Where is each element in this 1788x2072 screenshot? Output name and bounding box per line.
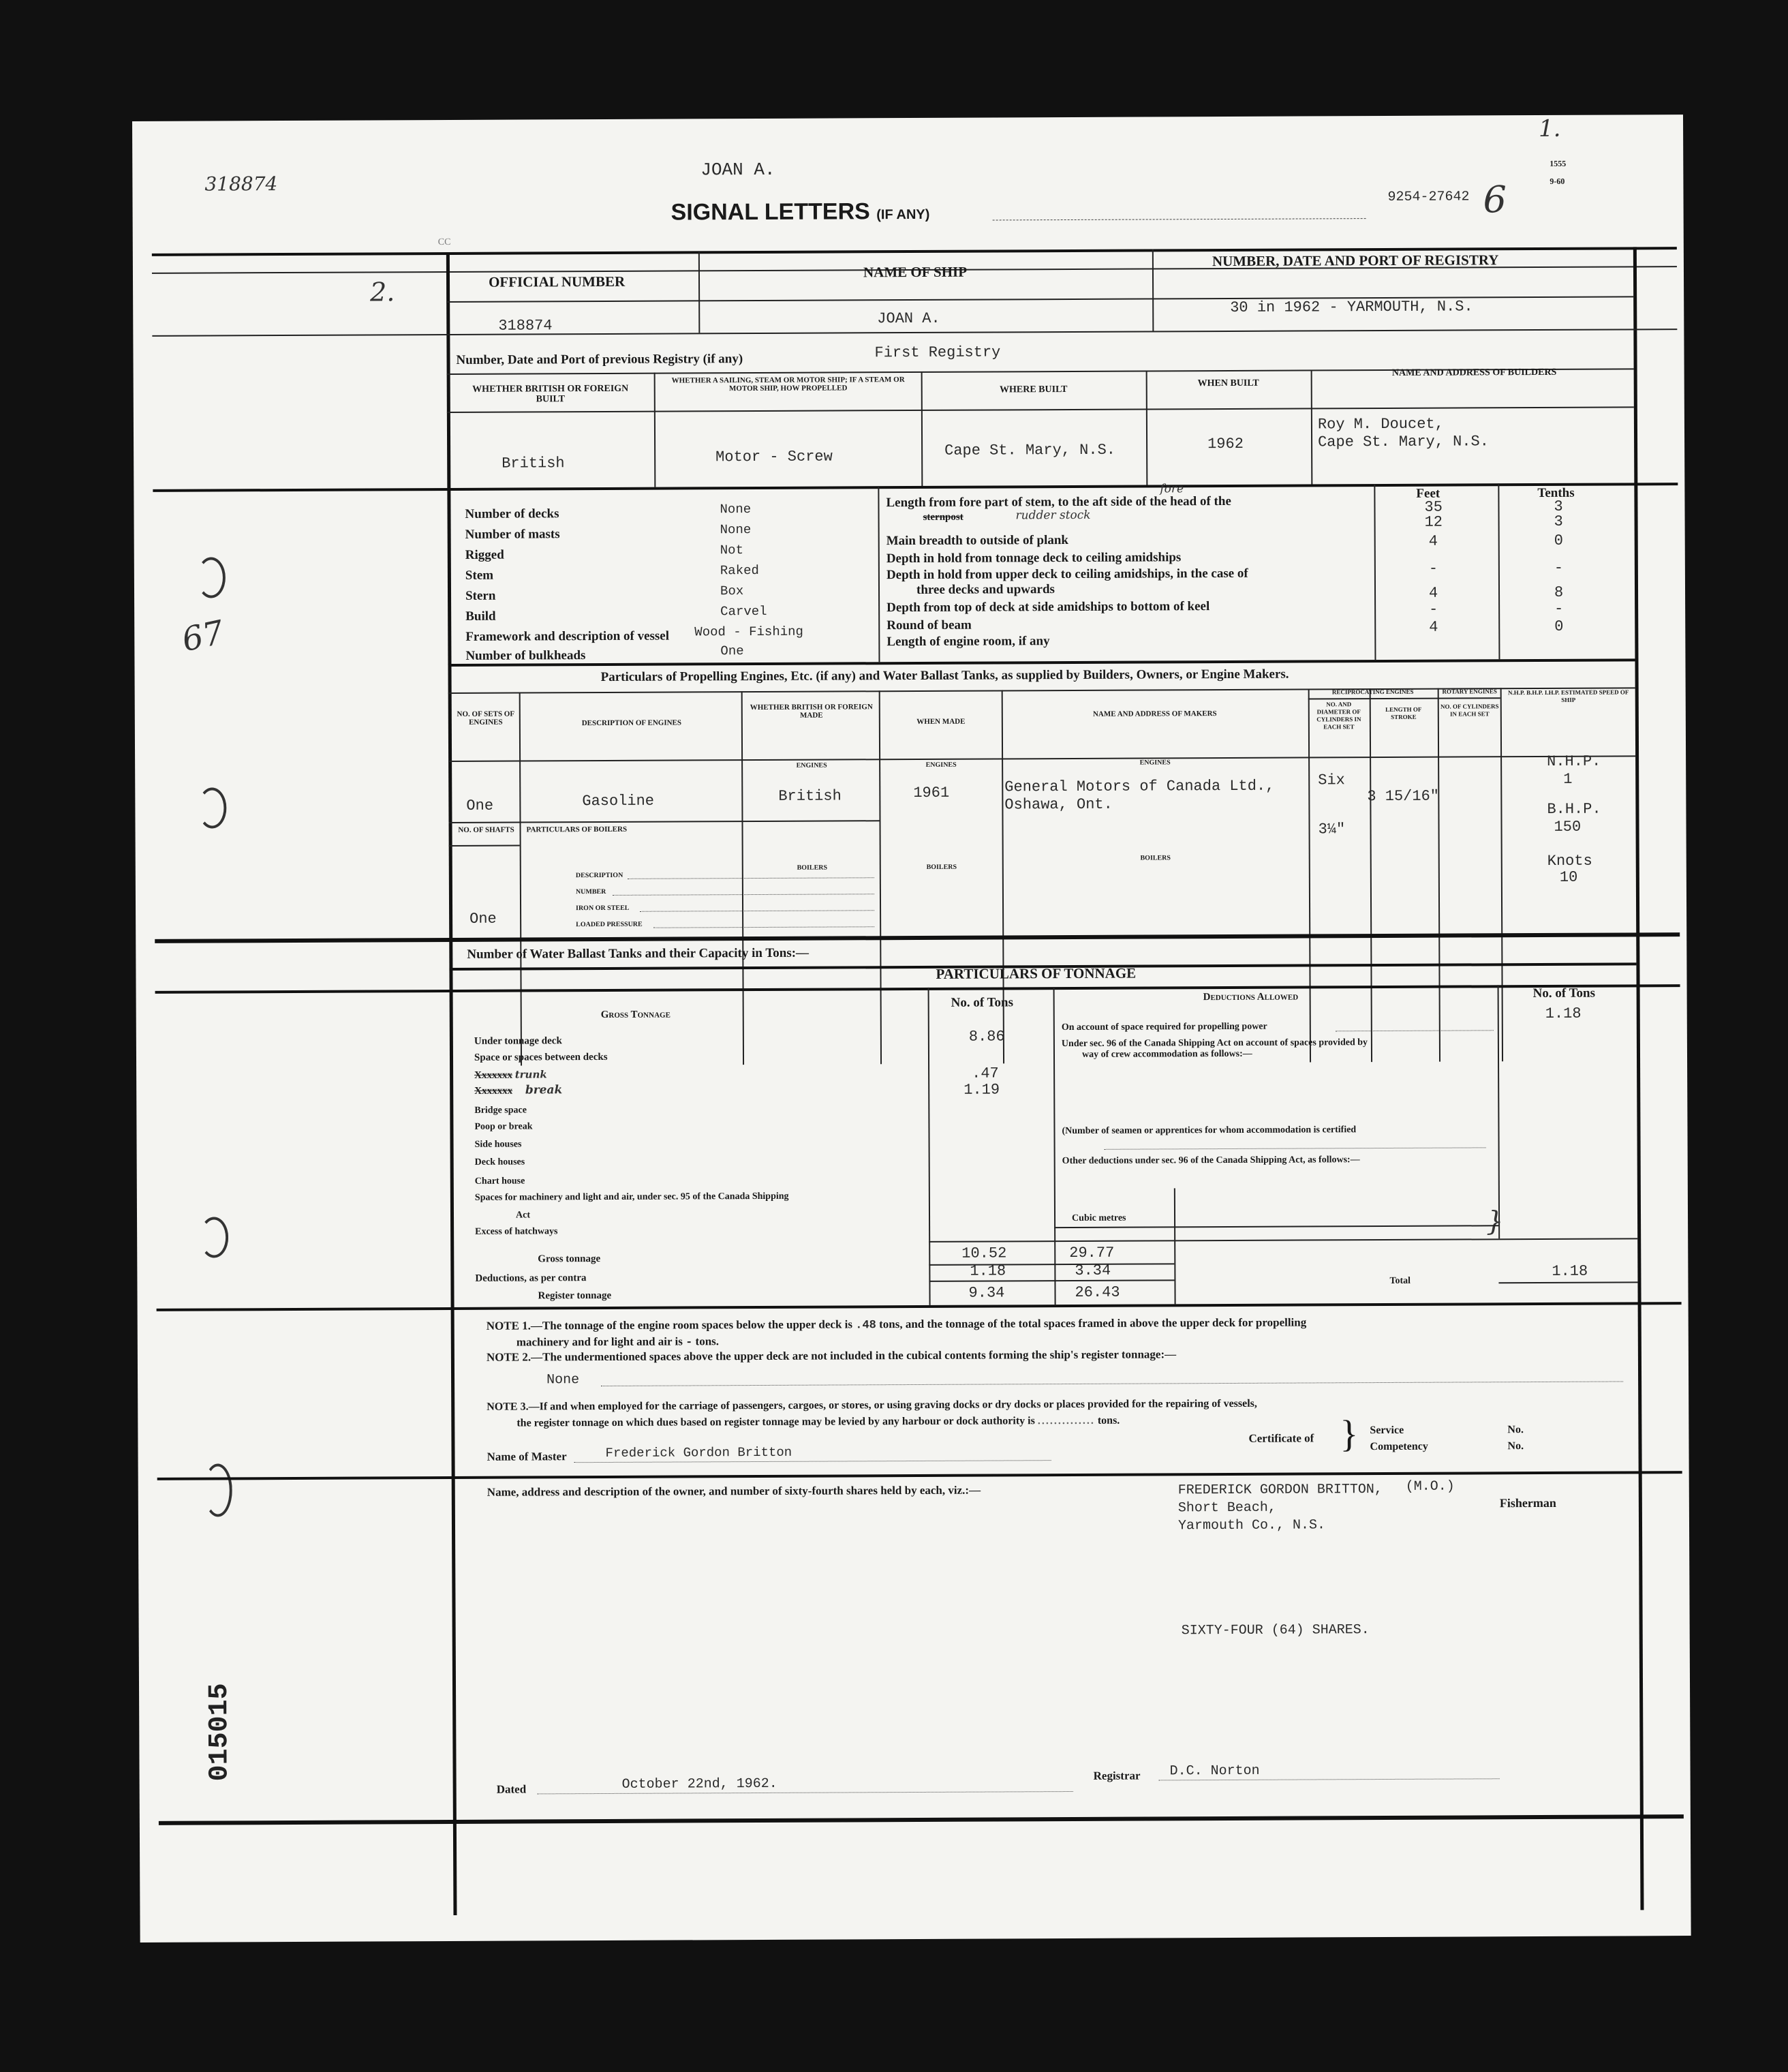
fill-line [628,877,874,879]
boiler-iron-label: IRON OR STEEL [576,904,630,913]
fill-line [1105,1147,1486,1149]
fill-line [601,1381,1623,1386]
col-line [519,692,522,1066]
note2-value: None [546,1372,580,1388]
length-feet: 35 [1424,498,1443,516]
engines-section-title: Particulars of Propelling Engines, Etc. (if any) and Water Ballast Tanks, as supplied by Builders, Owners, or Engine Makers. [600,667,1289,685]
corner-number: 318874 [204,172,278,196]
note1-text: NOTE 1.—The tonnage of the engine room spaces below the upper deck is [486,1317,853,1332]
rule [448,658,1635,667]
note1-a [487,1315,1307,1333]
tonnage-row-label: Act [515,1210,531,1221]
fill-line [574,1460,1051,1463]
particular-value: None [720,522,752,538]
col-line [1174,1188,1175,1240]
propelled-label: WHETHER A SAILING, STEAM OR MOTOR SHIP; IF A STEAM OR MOTOR SHIP, HOW PROPELLED [671,376,905,393]
boilers-label: PARTICULARS OF BOILERS [526,825,628,834]
col-makers-label: NAME AND ADDRESS OF MAKERS [1092,710,1217,718]
col-hp-label: N.H.P. B.H.P. I.H.P. ESTIMATED SPEED OF SHIP [1507,688,1629,703]
particular-value: Wood - Fishing [694,624,803,640]
ded-m3-value: 3.34 [1075,1262,1111,1279]
form-code: 9254-27642 [1387,189,1470,205]
depth-upper-tenths: - [1554,559,1564,577]
total-label: Total [1389,1275,1411,1286]
ballast-label: Number of Water Ballast Tanks and their Capacity in Tons:— [467,945,810,962]
dated-value: October 22nd, 1962. [621,1776,777,1793]
where-built-value: Cape St. Mary, N.S. [944,441,1116,459]
col-line [878,486,880,662]
certificate-label: Certificate of [1248,1431,1314,1445]
tonnage-row-label: Deck houses [474,1157,525,1168]
rule [447,406,1634,413]
title-text: SIGNAL LETTERS [670,198,870,226]
document-stamp: 015015 [204,1683,236,1782]
col-line [1053,987,1056,1240]
rule [929,1263,1174,1266]
particular-value: Box [720,583,744,599]
margin-mark-top: 2. [370,277,395,307]
col-line [928,988,931,1241]
sub-engines-label: ENGINES [796,761,827,770]
tonnage-break-value: 1.19 [964,1081,1000,1099]
rule [159,1814,1684,1825]
tonnage-title: PARTICULARS OF TONNAGE [936,964,1137,982]
ship-name-top: JOAN A. [700,159,775,181]
gross-tons-value: 10.52 [961,1245,1007,1262]
owner-line2: Short Beach, [1177,1499,1276,1517]
col-rotary-label: ROTARY ENGINES [1442,688,1497,695]
col-line [654,373,656,487]
fill-line [653,926,874,928]
engine-maker-line2: Oshawa, Ont. [1004,795,1113,814]
owner-occupation: Fisherman [1499,1495,1556,1510]
form-date: 9-60 [1550,176,1565,186]
particular-label: Stern [465,588,496,603]
boiler-number-label: NUMBER [575,887,606,896]
binder-hole [197,557,226,598]
col-line [698,251,700,333]
col-line [921,371,923,486]
cubic-metres-label: Cubic metres [1072,1213,1126,1223]
rule [448,820,879,823]
builders-label: NAME AND ADDRESS OF BUILDERS [1391,367,1557,378]
ded-sec96-2: way of crew accommodation as follows:— [1081,1048,1252,1060]
tonnage-row-label [474,1068,547,1081]
register-tonnage-label: Register tonnage [538,1290,612,1302]
bhp-label: B.H.P. [1547,800,1601,818]
owner-line1: FREDERICK GORDON BRITTON, [1177,1482,1383,1499]
sub-engines-label: ENGINES [925,761,957,769]
note1-dash: - [685,1336,693,1350]
margin-mark-left: 67 [179,613,228,660]
certificate-brace: } [1340,1413,1359,1456]
registrar-value: D.C. Norton [1169,1763,1260,1780]
tonnage-row-label: Under tonnage deck [474,1035,562,1047]
tonnage-row-label: Chart house [474,1176,525,1187]
frame-right [1633,247,1644,1910]
owner-label: Name, address and description of the owner, and number of sixty-fourth shares held by each, viz.:— [487,1483,981,1499]
previous-registry-value: First Registry [874,344,1001,362]
reg-tons-value: 9.34 [968,1284,1005,1302]
rule [155,984,1680,994]
tonnage-row-label: Bridge space [474,1105,527,1116]
engine-stroke-value: 3 15/16" [1367,787,1440,806]
tonnage-row-label: Poop or break [474,1121,533,1132]
col-when-label: WHEN MADE [916,717,966,726]
dimension-label: three decks and upwards [916,582,1055,597]
official-number-label: OFFICIAL NUMBER [488,273,626,290]
fill-line [1336,1030,1494,1031]
tonnage-under-deck-value: 8.86 [968,1028,1005,1046]
propelled-value: Motor - Screw [715,448,833,466]
british-built-label: WHETHER BRITISH OR FOREIGN BUILT [472,383,629,405]
rule [929,1279,1174,1282]
particular-label: Number of bulkheads [465,648,586,663]
master-label: Name of Master [487,1450,567,1463]
particular-value: One [720,643,744,659]
rule [157,1302,1682,1311]
engine-room-feet: 4 [1429,618,1438,636]
rule [153,483,1678,492]
engine-cylinders-value: Six [1318,772,1345,789]
col-line [1370,688,1372,1062]
document-title [671,198,930,226]
owner-line3: Yarmouth Co., N.S. [1177,1517,1326,1534]
tonnage-row-label [474,1083,562,1097]
note1-text-c: machinery and for light and air is [516,1335,683,1349]
register-document [132,115,1691,1942]
dimension-label: Depth from top of deck at side amidships to bottom of keel [887,599,1210,615]
col-line [1438,688,1440,1062]
nhp-value: 1 [1563,770,1573,788]
col-line [1500,688,1503,1061]
feet-label: Feet [1416,486,1440,501]
gross-tonnage-label: Gross Tonnage [600,1009,670,1021]
col-line [1498,483,1500,659]
particular-value: Carvel [720,603,767,620]
dimension-label: Depth in hold from tonnage deck to ceiling amidships [886,550,1182,566]
tenths-label: Tenths [1537,485,1575,501]
particular-label: Number of masts [465,527,560,542]
rule [1054,1225,1498,1228]
length-label-sternpost: sternpost [923,511,964,523]
rule [155,932,1680,943]
col-rotary-cylinders-label: NO. OF CYLINDERS IN EACH SET [1440,703,1499,718]
gross-m3-value: 29.77 [1069,1244,1115,1262]
note3-tons: tons. [1097,1414,1120,1427]
title-suffix: (IF ANY) [876,207,930,223]
note3-fill: .............. [1037,1414,1095,1427]
deductions-label: Deductions Allowed [1203,991,1299,1003]
reg-m3-value: 26.43 [1075,1283,1120,1301]
name-of-ship-label: NAME OF SHIP [863,263,968,281]
rule [152,329,1677,337]
tonnage-row-label: Spaces for machinery and light and air, under sec. 95 of the Canada Shipping [474,1191,789,1203]
no-of-tons-label-right: No. of Tons [1532,986,1596,1001]
brace-mark: } [1485,1206,1504,1238]
breadth-tenths: 3 [1554,513,1563,530]
rule [1498,1281,1637,1283]
depth-feet: 4 [1428,532,1438,550]
note1-c [517,1335,719,1350]
particular-label: Rigged [465,547,504,562]
col-sets-label: NO. OF SETS OF ENGINES [457,710,515,727]
note1-text-d: tons. [695,1335,720,1348]
col-desc-label: DESCRIPTION OF ENGINES [581,718,682,728]
boiler-description-label: DESCRIPTION [575,871,623,880]
col-line [1308,688,1311,1062]
service-no-label: No. [1507,1424,1524,1436]
col-line [879,690,882,1064]
binder-hole [200,1217,228,1258]
registry-value: 30 in 1962 - YARMOUTH, N.S. [1230,298,1473,316]
boiler-pressure-label: LOADED PRESSURE [576,920,643,929]
breadth-feet: 12 [1424,513,1443,531]
engine-room-tenths: 0 [1554,618,1564,635]
ded-sec96-1: Under sec. 96 of the Canada Shipping Act on account of spaces provided by [1061,1037,1368,1050]
engine-diameter-value: 3¼" [1318,821,1346,838]
particular-label: Framework and description of vessel [465,628,670,644]
particular-label: Build [465,609,496,624]
rule [449,845,520,847]
fill-line [538,1791,1073,1794]
deductions-contra-label: Deductions, as per contra [475,1273,587,1284]
particular-value: None [720,502,752,517]
col-line [1498,985,1500,1238]
particular-value: Raked [720,562,759,579]
rule [1308,697,1500,699]
round-beam-feet: - [1429,600,1438,618]
struck-trunk: Xxxxxxx [474,1069,512,1081]
small-mark: CC [437,237,451,248]
ded-propelling-label: On account of space required for propelling power [1061,1021,1267,1033]
official-number-value: 318874 [498,317,553,335]
sub-boilers-label: BOILERS [926,863,957,871]
col-british-label: WHETHER BRITISH OR FOREIGN MADE [750,703,873,720]
col-stroke-label: LENGTH OF STROKE [1385,705,1422,720]
when-built-value: 1962 [1207,435,1244,453]
rule [929,1238,1637,1243]
tonnage-row-label: Excess of hatchways [475,1226,558,1237]
col-cylinders-label: NO. AND DIAMETER OF CYLINDERS IN EACH SET [1316,701,1361,731]
dimension-label: Length of engine room, if any [887,634,1050,650]
bhp-value: 150 [1554,818,1582,836]
total-value: 1.18 [1552,1262,1588,1280]
british-built-value: British [502,455,565,472]
binder-hole [204,1463,232,1517]
ded-seamen: (Number of seamen or apprentices for whom accommodation is certified [1062,1125,1357,1137]
owner-mo: (M.O.) [1405,1478,1455,1495]
note3-a: NOTE 3.—If and when employed for the carriage of passengers, cargoes, or stores, or using graving docks or dry docks or places provided for the repairing of vessels, [487,1397,1257,1413]
engine-description-value: Gasoline [582,792,655,810]
note1-value: .48 [855,1319,876,1332]
particular-label: Stem [465,568,494,583]
col-line [1311,369,1313,484]
previous-registry-label: Number, Date and Port of previous Registry (if any) [456,352,743,367]
keel-depth-tenths: 8 [1554,583,1564,601]
sub-boilers-label: BOILERS [797,864,828,872]
dimension-label: Depth in hold from upper deck to ceiling amidships, in the case of [886,566,1248,583]
ded-other: Other deductions under sec. 96 of the Canada Shipping Act, as follows:— [1062,1155,1360,1167]
tonnage-row-label: Space or spaces between decks [474,1051,608,1063]
when-built-label: WHEN BUILT [1197,378,1259,389]
where-built-label: WHERE BUILT [999,384,1068,395]
page-number: 1. [1538,115,1561,142]
hand-trunk: trunk [514,1068,547,1081]
col-line [929,1241,930,1305]
competency-label: Competency [1370,1440,1428,1453]
no-of-tons-label: No. of Tons [951,995,1014,1010]
col-line [1152,249,1154,331]
length-tenths: 3 [1554,498,1563,515]
struck-break: Xxxxxxx [474,1085,513,1097]
length-fore-insert: fore [1160,482,1184,496]
col-line [1054,1240,1055,1305]
knots-label: Knots [1547,852,1592,870]
tonnage-trunk-value: .47 [972,1065,999,1082]
note2: NOTE 2.—The undermentioned spaces above the upper deck are not included in the cubical contents forming the ship's register tonnage:— [486,1347,1177,1364]
dimension-label: Main breadth to outside of plank [886,533,1069,549]
length-rudder-insert: rudder stock [1015,508,1091,523]
keel-depth-feet: 4 [1428,584,1438,602]
engine-sets-value: One [466,797,494,814]
binder-hole [198,787,226,828]
signal-letters-line [993,218,1366,220]
nhp-label: N.H.P. [1547,752,1601,770]
particular-label: Number of decks [465,506,559,521]
owner-shares: SIXTY-FOUR (64) SHARES. [1181,1622,1370,1639]
engine-british-value: British [778,787,842,805]
depth-tenths: 0 [1554,532,1563,549]
form-number: 1555 [1550,158,1567,168]
sub-boilers-label: BOILERS [1140,854,1171,862]
depth-upper-feet: - [1428,560,1438,577]
name-of-ship-value: JOAN A. [877,309,940,328]
note1-text-b: tons, and the tonnage of the total spaces framed in above the upper deck for propelling [879,1315,1307,1331]
dated-label: Dated [496,1782,527,1796]
col-line [1146,371,1148,485]
engine-maker-line1: General Motors of Canada Ltd., [1004,777,1275,796]
hand-break: break [525,1083,563,1097]
builder-line1: Roy M. Doucet, [1317,415,1444,433]
shafts-label: NO. OF SHAFTS [458,825,514,834]
frame-left [446,252,457,1915]
note3-b [517,1415,1120,1430]
tonnage-row-label: Side houses [474,1139,522,1150]
knots-value: 10 [1559,868,1578,886]
length-label: Length from fore part of stem, to the aft side of the head of the [886,493,1231,511]
builder-line2: Cape St. Mary, N.S. [1318,433,1489,451]
fill-line [640,910,874,912]
round-beam-tenths: - [1554,600,1564,618]
service-label: Service [1370,1424,1404,1437]
signal-mark: 6 [1483,178,1507,222]
shafts-value: One [469,910,497,928]
ded-tons-value: 1.18 [970,1262,1006,1280]
competency-no-label: No. [1507,1440,1524,1452]
particular-value: Not [720,543,744,558]
registry-label: NUMBER, DATE AND PORT OF REGISTRY [1212,252,1499,270]
registrar-label: Registrar [1093,1769,1141,1782]
col-recip-label: RECIPROCATING ENGINES [1331,688,1414,696]
engine-when-value: 1961 [913,784,950,802]
col-line [1174,1240,1175,1304]
dimension-label: Round of beam [887,618,972,633]
master-value: Frederick Gordon Britton [605,1444,792,1461]
col-line [1374,484,1376,660]
gross-tonnage-total-label: Gross tonnage [538,1253,601,1265]
sub-engines-label: ENGINES [1139,759,1171,767]
note3-text: the register tonnage on which dues based on register tonnage may be levied by any harbour or dock authority is [517,1415,1035,1429]
ded-propelling-value: 1.18 [1545,1005,1582,1022]
